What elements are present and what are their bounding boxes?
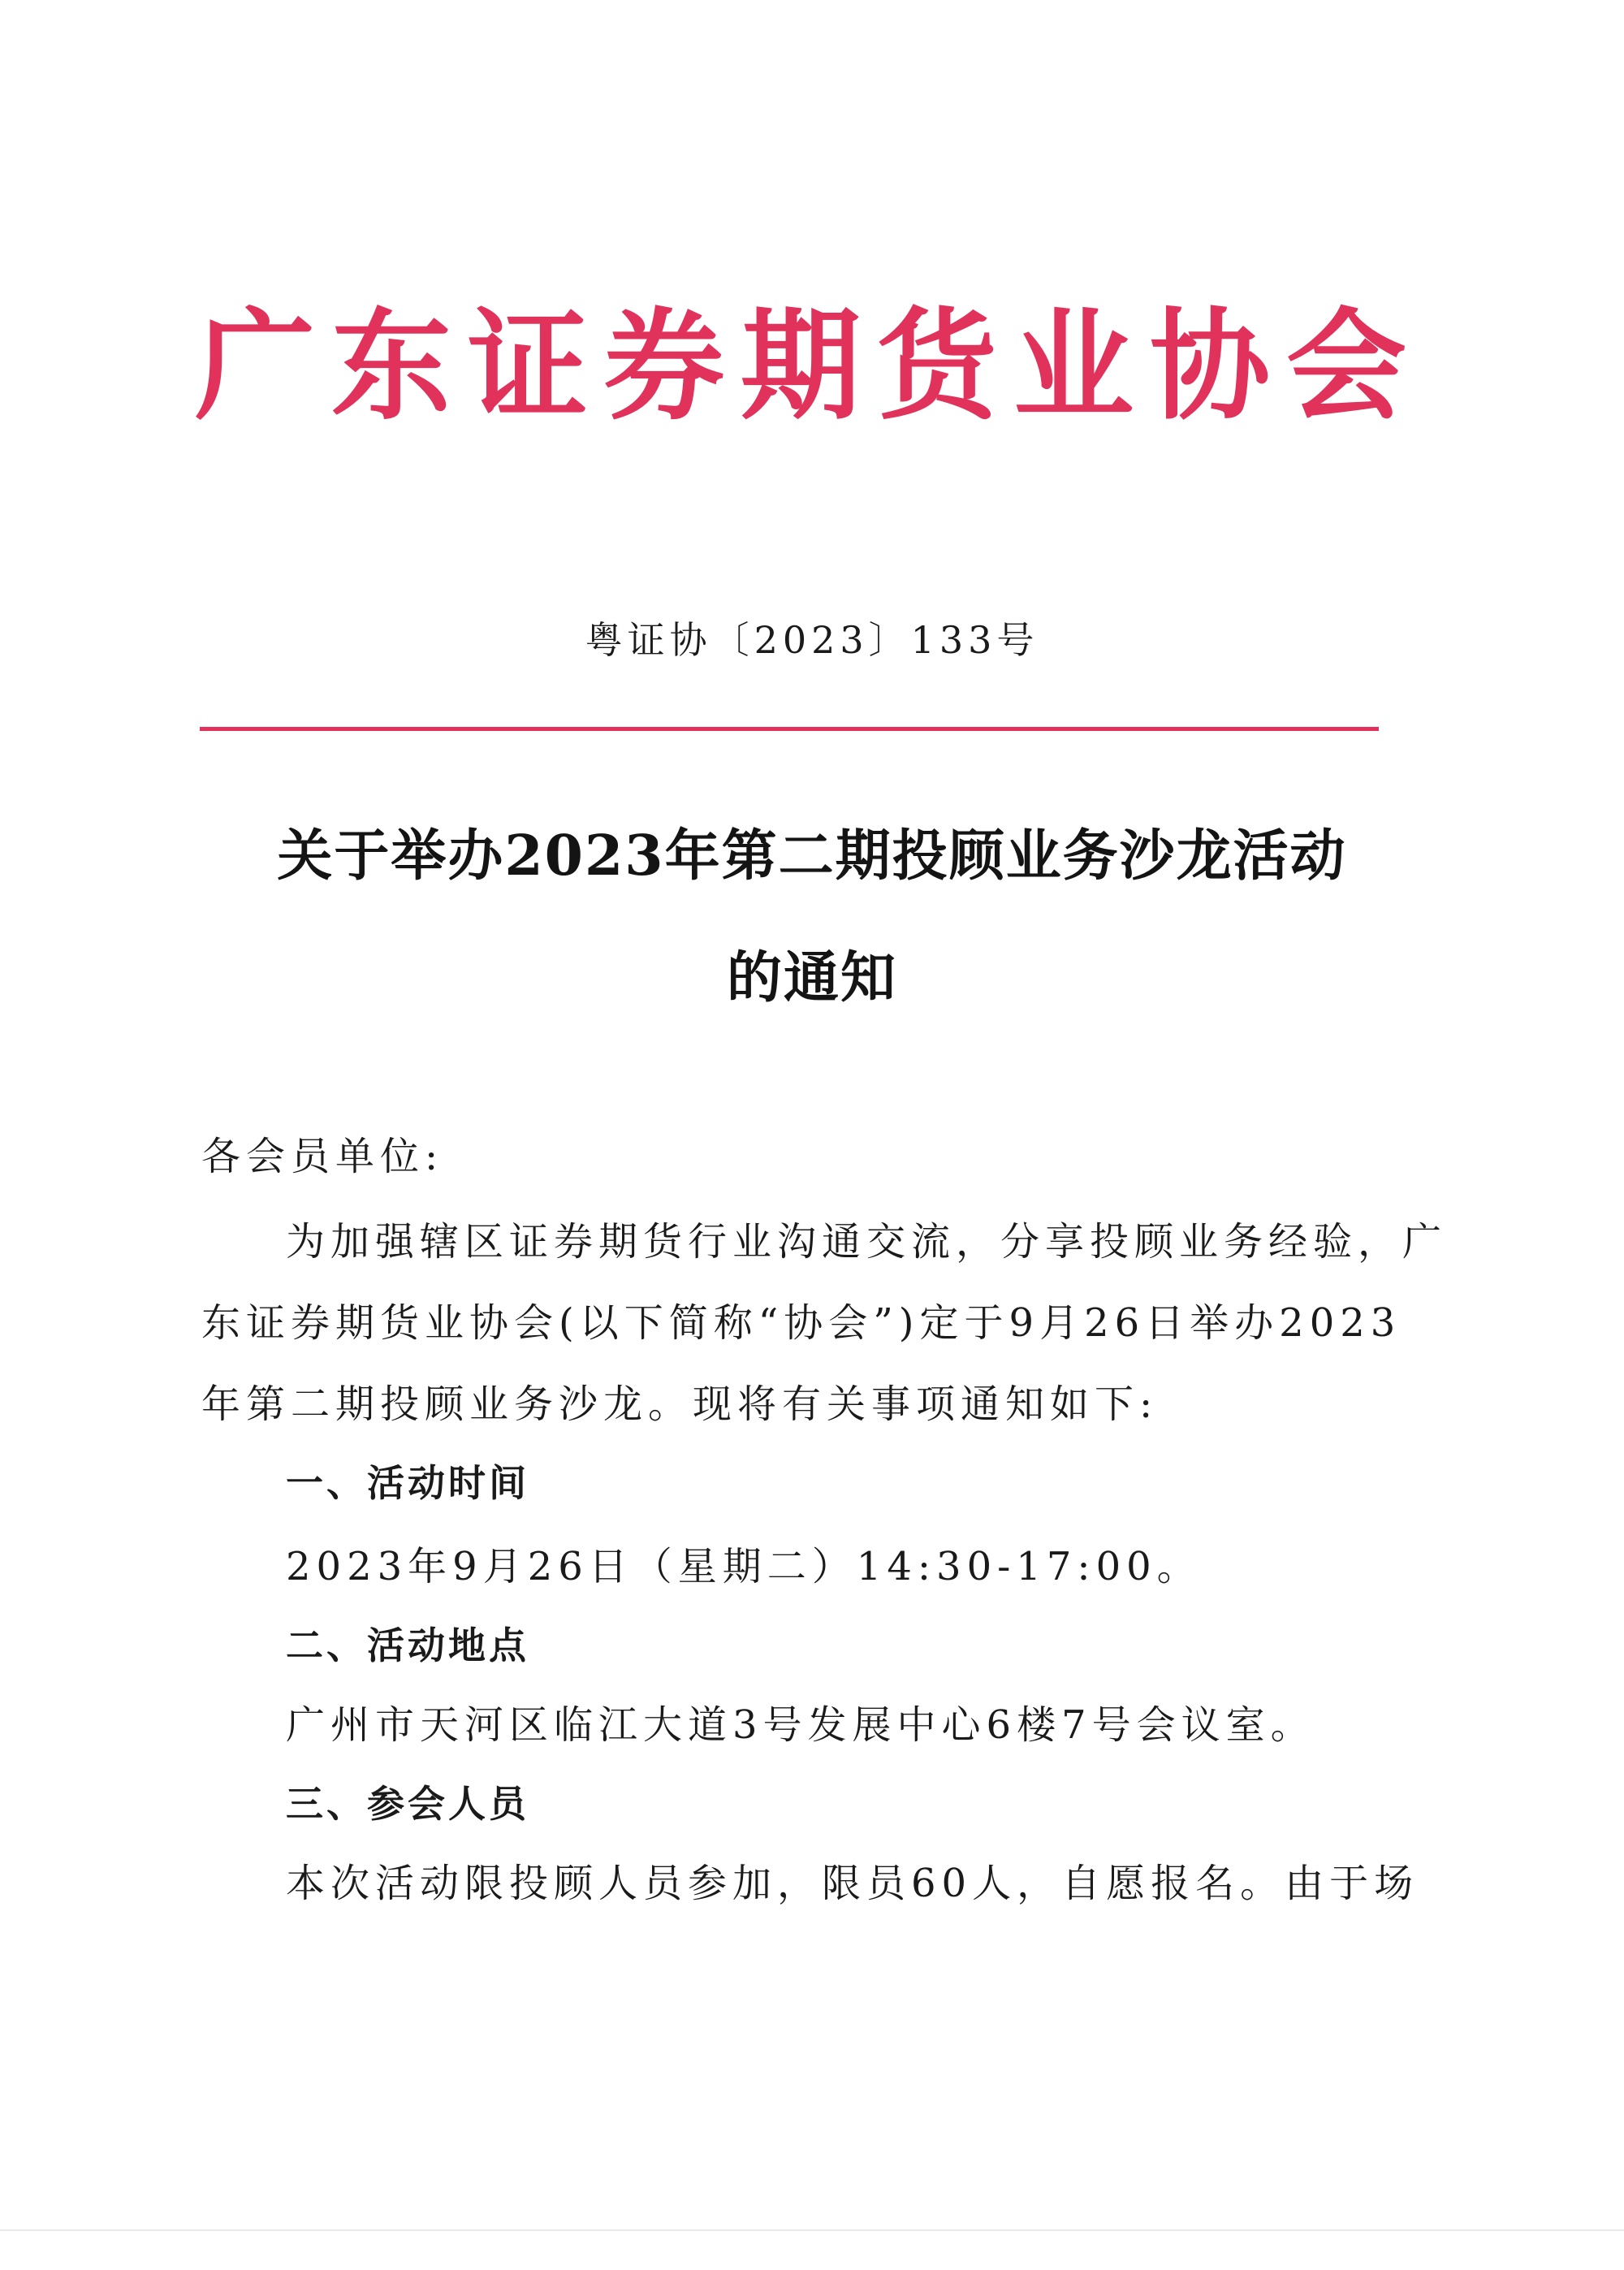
- organization-letterhead: 广东证券期货业协会: [195, 295, 1423, 436]
- page-bottom-edge: [0, 2229, 1624, 2231]
- section-heading-attendees: 三、参会人员: [286, 1782, 529, 1826]
- intro-line-2: 东证券期货业协会(以下简称“协会”)定于9月26日举办2023: [201, 1300, 1402, 1346]
- intro-line-1: 为加强辖区证券期货行业沟通交流，分享投顾业务经验，广: [286, 1219, 1448, 1265]
- section-heading-location: 二、活动地点: [286, 1624, 529, 1667]
- section-heading-time: 一、活动时间: [286, 1461, 529, 1505]
- section-text-location: 广州市天河区临江大道3号发展中心6楼7号会议室。: [286, 1702, 1315, 1748]
- notice-title-line-2: 的通知: [726, 945, 897, 1010]
- salutation: 各会员单位:: [201, 1134, 444, 1179]
- section-text-attendees: 本次活动限投顾人员参加，限员60人，自愿报名。由于场: [286, 1861, 1419, 1906]
- notice-title-line-1: 关于举办2023年第二期投顾业务沙龙活动: [277, 824, 1347, 889]
- letterhead-divider: [200, 727, 1379, 731]
- intro-line-3: 年第二期投顾业务沙龙。现将有关事项通知如下:: [201, 1381, 1159, 1427]
- section-text-time: 2023年9月26日（星期二）14:30-17:00。: [286, 1544, 1202, 1589]
- document-number: 粤证协〔2023〕133号: [585, 618, 1039, 662]
